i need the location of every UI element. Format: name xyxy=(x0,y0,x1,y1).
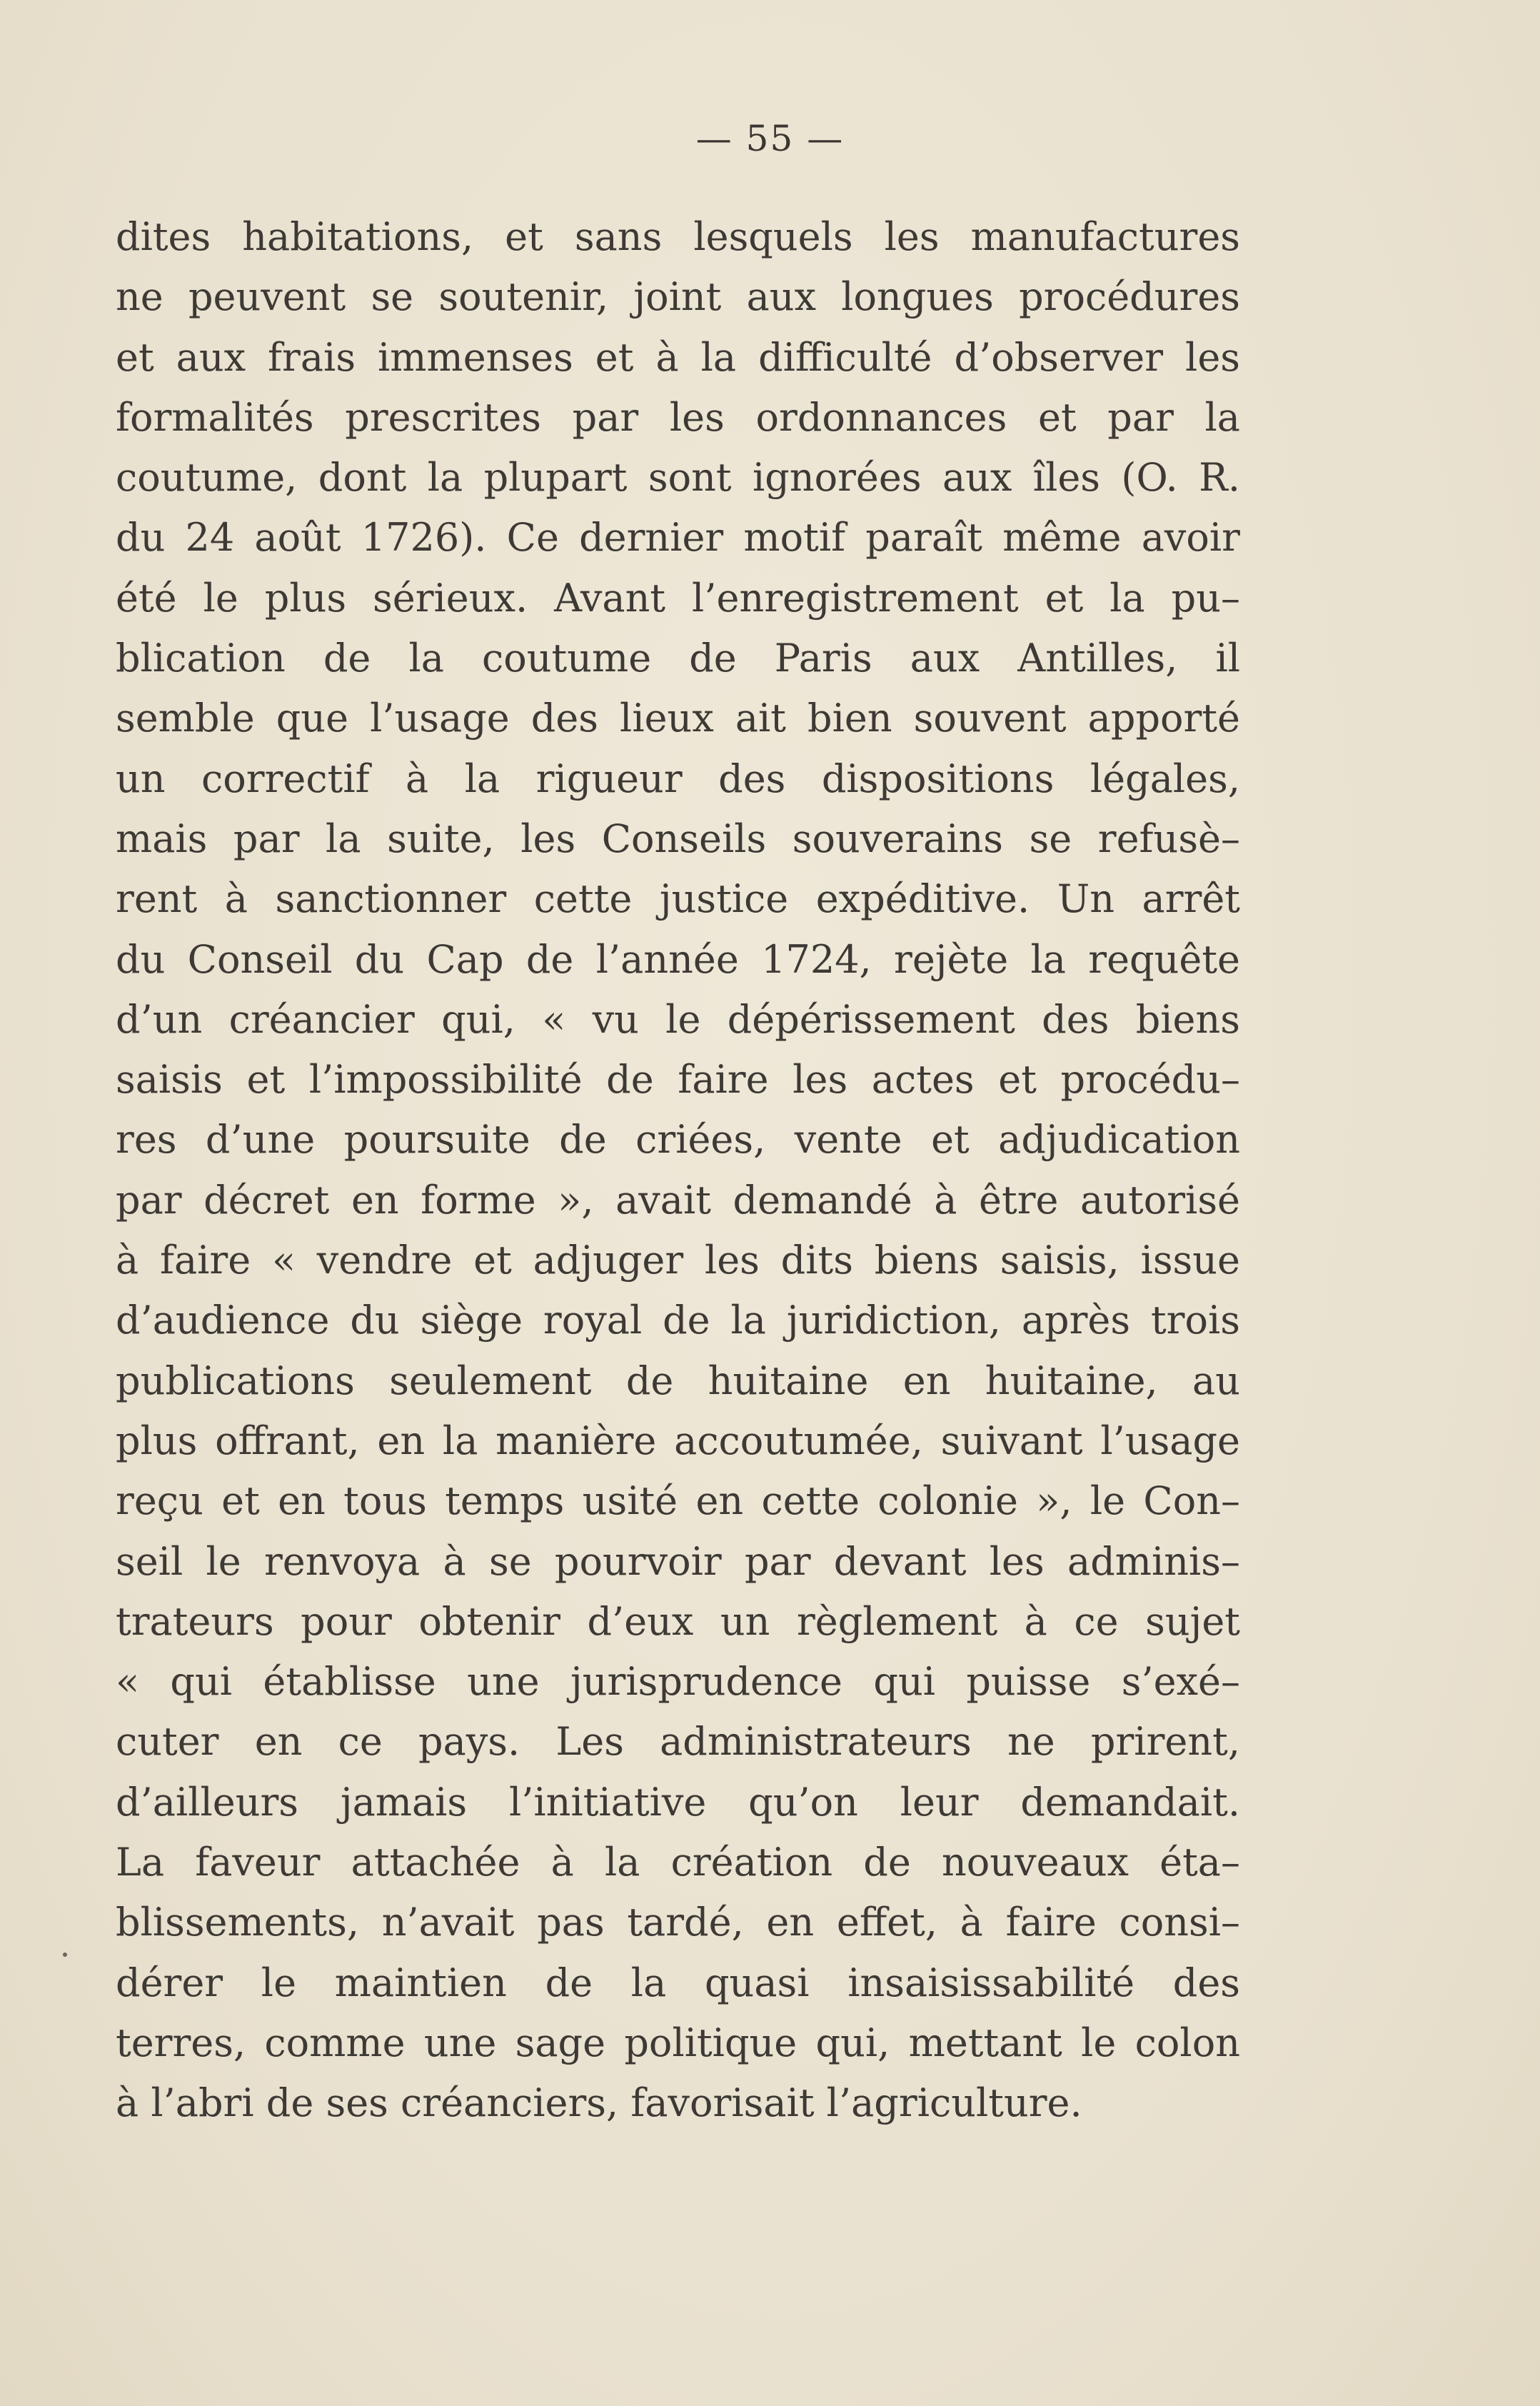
text-line: saisis et l’impossibilité de faire les actes et procédu– xyxy=(116,1057,1240,1103)
text-line: d’ailleurs jamais l’initiative qu’on leur demandait. xyxy=(116,1779,1240,1825)
text-line: blication de la coutume de Paris aux Antilles, il xyxy=(116,636,1240,681)
text-line: dites habitations, et sans lesquels les manufactures xyxy=(116,214,1240,259)
paper-speck xyxy=(63,1953,67,1957)
text-line: reçu et en tous temps usité en cette colonie », le Con– xyxy=(116,1478,1240,1524)
text-line: un correctif à la rigueur des dispositions légales, xyxy=(116,756,1240,801)
text-line: trateurs pour obtenir d’eux un règlement à ce sujet xyxy=(116,1598,1240,1644)
text-line-last: à l’abri de ses créanciers, favorisait l’agriculture. xyxy=(116,2080,1082,2126)
text-line: et aux frais immenses et à la difficulté d’observer les xyxy=(116,334,1240,380)
text-line: plus offrant, en la manière accoutumée, suivant l’usage xyxy=(116,1418,1240,1463)
text-line: cuter en ce pays. Les administrateurs ne prirent, xyxy=(116,1719,1240,1765)
text-line: été le plus sérieux. Avant l’enregistrement et la pu– xyxy=(116,575,1240,621)
text-line: blissements, n’avait pas tardé, en effet, à faire consi– xyxy=(116,1900,1240,1945)
text-line: coutume, dont la plupart sont ignorées aux îles (O. R. xyxy=(116,455,1240,501)
text-line: mais par la suite, les Conseils souverains se refusè– xyxy=(116,816,1240,861)
text-line: par décret en forme », avait demandé à être autorisé xyxy=(116,1177,1240,1223)
text-line: d’un créancier qui, « vu le dépérissement des biens xyxy=(116,996,1240,1042)
text-line: terres, comme une sage politique qui, mettant le colon xyxy=(116,2020,1240,2065)
text-line: à faire « vendre et adjuger les dits biens saisis, issue xyxy=(116,1238,1240,1283)
text-line: ne peuvent se soutenir, joint aux longues procédures xyxy=(116,274,1240,320)
text-line: publications seulement de huitaine en huitaine, au xyxy=(116,1358,1240,1403)
text-line: du Conseil du Cap de l’année 1724, rejète la requête xyxy=(116,936,1240,982)
text-line: rent à sanctionner cette justice expéditive. Un arrêt xyxy=(116,876,1240,922)
body-text xyxy=(116,207,1240,2134)
text-line: formalités prescrites par les ordonnances et par la xyxy=(116,394,1240,440)
text-line: dérer le maintien de la quasi insaisissabilité des xyxy=(116,1960,1240,2005)
text-line: semble que l’usage des lieux ait bien souvent apporté xyxy=(116,696,1240,741)
text-line: du 24 août 1726). Ce dernier motif paraît même avoir xyxy=(116,515,1240,561)
text-line: « qui établisse une jurisprudence qui puisse s’exé– xyxy=(116,1659,1240,1705)
page-number: — 55 — xyxy=(695,118,845,159)
text-line: d’audience du siège royal de la juridiction, après trois xyxy=(116,1298,1240,1343)
text-line: seil le renvoya à se pourvoir par devant les adminis– xyxy=(116,1538,1240,1584)
text-line: La faveur attachée à la création de nouveaux éta– xyxy=(116,1840,1240,1885)
text-line: res d’une poursuite de criées, vente et adjudication xyxy=(116,1117,1240,1163)
